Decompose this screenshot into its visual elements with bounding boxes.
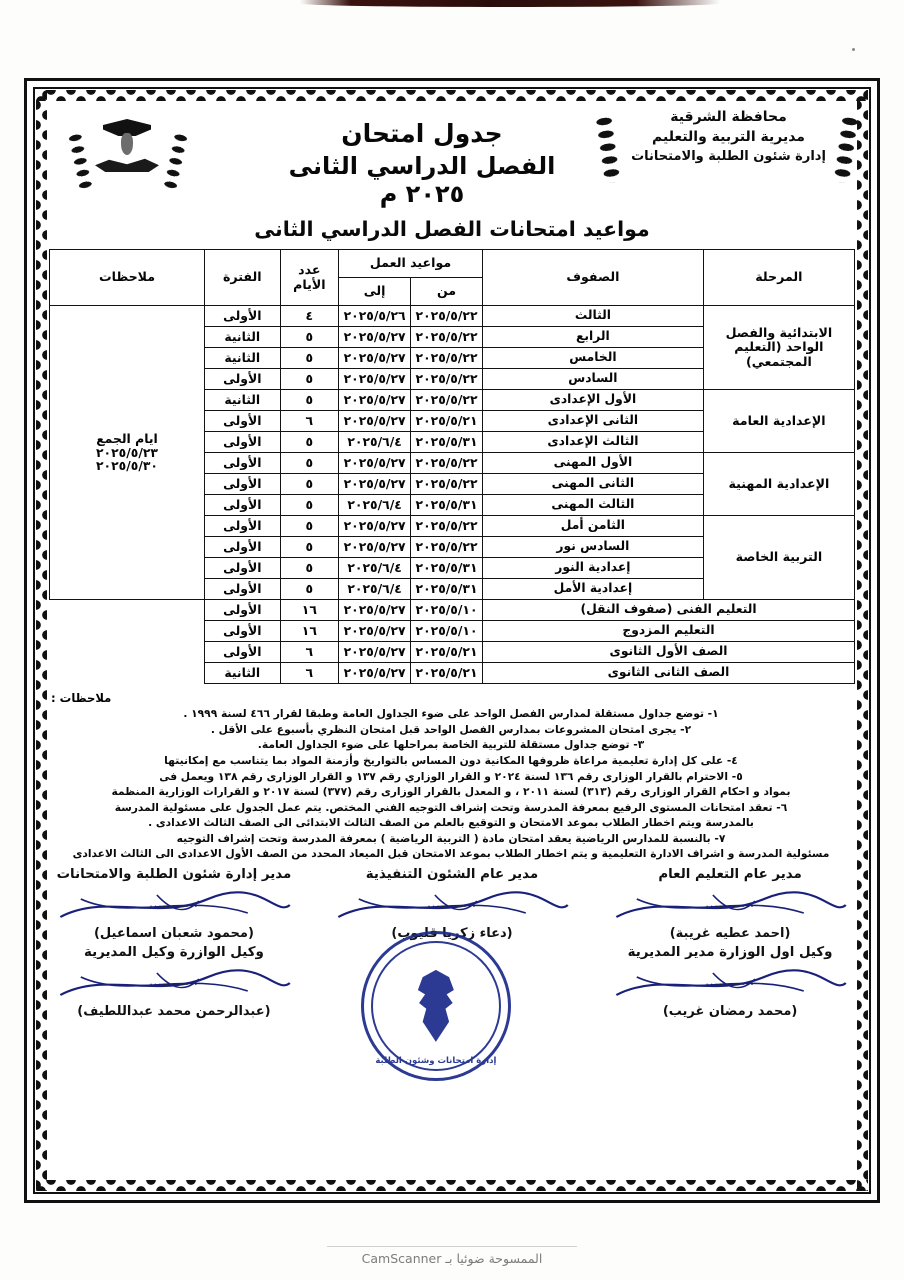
cell-period: الأولى [204,306,280,327]
notes-date-2: ٢٠٢٥/٥/٣٠ [95,458,158,474]
cell-period: الأولى [204,558,280,579]
cell-to: ٢٠٢٥/٥/٢٧ [339,537,411,558]
header-notes: ملاحظات [50,250,205,306]
cell-from: ٢٠٢٥/٥/٣١ [411,558,483,579]
cell-notes-empty [50,600,205,621]
footnote-text: ٧- بالنسبة للمدارس الرياضية يعقد امتحان مادة ( التربية الرياضية ) بمعرفة المدرسة وتحت إشراف التوجيه [176,831,726,845]
page-subtitle: مواعيد امتحانات الفصل الدراسي الثانى [254,217,650,241]
signature-line: ........... [427,896,477,910]
cell-period: الأولى [204,495,280,516]
cell-period: الأولى [204,516,280,537]
table-row [50,621,855,642]
cell-from: ٢٠٢٥/٥/٢٢ [411,474,483,495]
cell-grade: السادس نور [483,537,704,558]
laurel-left [65,129,99,194]
notes-date-1: ٢٠٢٥/٥/٢٣ [95,444,158,460]
signature-line: ........... [149,974,199,988]
cell-from: ٢٠٢٥/٥/٢٢ [411,453,483,474]
cell-days: ٥ [280,327,339,348]
cell-grade: الثانى الإعدادى [483,411,704,432]
cell-from: ٢٠٢٥/٥/١٠ [411,621,483,642]
cell-days: ٥ [280,348,339,369]
signature-row-bottom [49,944,855,1066]
stamp-caption: إدارة امتحانات وشئون الطلبة [375,1055,497,1066]
cell-days: ٥ [280,432,339,453]
cell-to: ٢٠٢٥/٥/٢٦ [339,306,411,327]
border-wave-bottom [36,1180,868,1191]
table-head [50,250,855,306]
cell-to: ٢٠٢٥/٥/٢٧ [339,663,411,684]
cell-notes-empty [50,663,205,684]
cell-grade: التعليم المزدوج [483,621,855,642]
cell-to: ٢٠٢٥/٦/٤ [339,558,411,579]
cell-to: ٢٠٢٥/٥/٢٧ [339,411,411,432]
cell-from: ٢٠٢٥/٥/٣١ [411,432,483,453]
signatory-name: (احمد عطيه غريبة) [669,925,791,941]
cell-period: الثانية [204,390,280,411]
cell-period: الأولى [204,642,280,663]
cell-grade: الأول الإعدادى [483,390,704,411]
cell-to: ٢٠٢٥/٦/٤ [339,432,411,453]
header-to: إلى [339,278,411,306]
cell-grade: الثالث الإعدادى [483,432,704,453]
document-title [257,119,587,208]
header-grades: الصفوف [483,250,704,306]
cell-from: ٢٠٢٥/٥/١٠ [411,600,483,621]
cell-period: الأولى [204,579,280,600]
ministry-emblem-icon [69,109,187,195]
stage-cell: الإعدادية العامة [703,390,854,453]
footnote-text: ٢- يجرى امتحان المشروعات بمدارس الفصل الواحد قبل امتحان النظري بأسبوع على الأقل . [210,722,692,736]
scan-speck [852,48,855,51]
signature-block [605,945,855,1023]
cell-to: ٢٠٢٥/٥/٢٧ [339,600,411,621]
title-line-1: جدول امتحان [341,119,503,148]
table-body [50,306,855,684]
cell-from: ٢٠٢٥/٥/٣١ [411,495,483,516]
header-period: الفترة [204,250,280,306]
cell-days: ٥ [280,453,339,474]
table-row [50,663,855,684]
scan-edge-artifact [300,0,720,7]
table-row [50,306,855,327]
cell-days: ٦ [280,642,339,663]
cell-grade: الصف الثانى الثانوى [483,663,855,684]
signatory-name: (دعاء زكريا قليوب) [391,925,513,941]
decorative-border-frame [24,78,880,1203]
signature-title: مدير عام التعليم العام [658,866,802,882]
cell-to: ٢٠٢٥/٥/٢٧ [339,453,411,474]
signatory-name: (محمود شعبان اسماعيل) [93,925,254,941]
cell-grade: إعدادية الأمل [483,579,704,600]
cell-from: ٢٠٢٥/٥/٢٢ [411,306,483,327]
footnote-item [51,800,851,830]
cell-period: الأولى [204,621,280,642]
cell-grade: الأول المهنى [483,453,704,474]
footnotes-title: ملاحظات : [51,691,112,705]
open-book-icon [95,157,159,172]
camscanner-text: الممسوحة ضوئيا بـ CamScanner [361,1251,543,1266]
cell-from: ٢٠٢٥/٥/٢١ [411,663,483,684]
cell-grade: الخامس [483,348,704,369]
cell-days: ١٦ [280,600,339,621]
signature-title: وكيل اول الوزارة مدير المديرية [627,944,833,960]
stage-cell: الإعدادية المهنية [703,453,854,516]
cell-days: ٥ [280,558,339,579]
cell-grade: إعدادية النور [483,558,704,579]
directorate-name: مديرية التربية والتعليم [652,129,805,146]
cell-to: ٢٠٢٥/٥/٢٧ [339,348,411,369]
signature-line: ........... [705,974,755,988]
cell-to: ٢٠٢٥/٥/٢٧ [339,390,411,411]
cell-to: ٢٠٢٥/٦/٤ [339,495,411,516]
official-stamp [361,931,511,1081]
signature-title: مدير إدارة شئون الطلبة والامتحانات [56,866,292,882]
cell-from: ٢٠٢٥/٥/٣١ [411,579,483,600]
cell-period: الأولى [204,432,280,453]
cell-period: الأولى [204,537,280,558]
cell-to: ٢٠٢٥/٥/٢٧ [339,369,411,390]
cell-days: ٥ [280,474,339,495]
cell-to: ٢٠٢٥/٥/٢٧ [339,327,411,348]
notes-label: ايام الجمع [96,430,158,446]
footnote-item [51,706,851,721]
cell-from: ٢٠٢٥/٥/٢١ [411,642,483,663]
footnote-text: ٥- الاحترام بالقرار الوزارى رقم ١٣٦ لسنة ٢٠٢٤ و القرار الوزاري رقم ١٣٧ و القرار الوزارى رقم ١٣٨ ويعمل فى [159,769,743,783]
signature-block [49,867,299,945]
cell-from: ٢٠٢٥/٥/٢٢ [411,369,483,390]
cell-days: ٥ [280,390,339,411]
signature-line: ........... [149,896,199,910]
exam-schedule-table [49,249,855,684]
cell-period: الأولى [204,369,280,390]
organization-block [606,107,851,166]
stage-cell: الابتدائية والفصل الواحد (التعليم المجتمعي) [703,306,854,390]
cell-from: ٢٠٢٥/٥/٢٢ [411,348,483,369]
footnote-continuation: بمواد و احكام القرار الوزارى رقم (٣١٣) لسنة ٢٠١١ ، و المعدل بالقرار الوزارى رقم (٣٧٧) لسنة ٢٠١٧ و القرارات الوزارية المنظمة [111,784,791,798]
footnote-text: ٣- توضع جداول مستقلة للتربية الخاصة بمراحلها على ضوء الجداول العامة. [257,738,645,752]
graduation-cap-tassel [121,133,133,155]
border-wave-top [36,90,868,101]
cell-notes-empty [50,642,205,663]
footnote-text: ٤- على كل إدارة تعليمية مراعاة ظروفها المكانية دون المساس بالتواريخ وأزمنة المواد بما يتناسب مع إمكانيتها [164,754,738,768]
cell-period: الأولى [204,453,280,474]
cell-grade: الثامن أمل [483,516,704,537]
border-wave-right [857,90,868,1191]
signature-title: وكيل الوازرة وكيل المديرية [84,944,264,960]
footnote-text: ٦- تعقد امتحانات المستوى الرفيع بمعرفة المدرسة وتحت إشراف التوجيه الفني المختص. يتم عمل الجدول على مسئولية المدرسة [114,800,788,814]
governorate-name: محافظة الشرقية [670,109,787,125]
stage-cell: التربية الخاصة [703,516,854,600]
cell-from: ٢٠٢٥/٥/٢٢ [411,537,483,558]
footnote-continuation: مسئولية المدرسة و اشراف الادارة التعليمية و يتم اخطار الطلاب بموعد الامتحان قبل الميعاد المحدد من الصف الأول الاعدادى الى الثالث الاعدادى [72,846,830,860]
signature-block [605,867,855,945]
cell-days: ٥ [280,579,339,600]
cell-from: ٢٠٢٥/٥/٢١ [411,411,483,432]
cell-period: الثانية [204,327,280,348]
signature-line: ........... [705,896,755,910]
cell-days: ٦ [280,411,339,432]
header-work-dates: مواعيد العمل [339,250,483,278]
cell-grade: الثانى المهنى [483,474,704,495]
footnotes-list [51,706,851,861]
footnote-item [51,753,851,768]
laurel-right [157,129,191,194]
cell-days: ٥ [280,537,339,558]
footnotes-section [49,691,855,861]
signature-block [49,945,299,1023]
cell-period: الأولى [204,474,280,495]
cell-to: ٢٠٢٥/٥/٢٧ [339,474,411,495]
table-row [50,642,855,663]
footnote-item [51,769,851,799]
signatory-name: (عبدالرحمن محمد عبداللطيف) [77,1003,271,1019]
cell-days: ٥ [280,516,339,537]
cell-days: ٥ [280,495,339,516]
cell-grade: التعليم الفنى (صفوف النقل) [483,600,855,621]
cell-from: ٢٠٢٥/٥/٢٢ [411,390,483,411]
cell-days: ٥ [280,369,339,390]
table-row [50,600,855,621]
header-stage: المرحلة [703,250,854,306]
cell-grade: الثالث المهنى [483,495,704,516]
table-header-row [50,250,855,278]
border-wave-left [36,90,47,1191]
cell-days: ١٦ [280,621,339,642]
footnote-text: ١- توضع جداول مستقلة لمدارس الفصل الواحد على ضوء الجداول العامة وطبقا لقرار ٤٦٦ لسنة ١٩٩٩ . [183,707,719,720]
header-days-count: عدد الأيام [280,250,339,306]
cell-from: ٢٠٢٥/٥/٢٢ [411,327,483,348]
footnote-continuation: بالمدرسة ويتم اخطار الطلاب بموعد الامتحان و التوقيع بالعلم من الصف الثالث الابتدائى الى الصف الثالث الاعدادى . [148,815,754,829]
cell-period: الثانية [204,663,280,684]
cell-period: الثانية [204,348,280,369]
cell-from: ٢٠٢٥/٥/٢٢ [411,516,483,537]
footnote-item [51,722,851,737]
footnote-item [51,831,851,861]
signature-title: مدير عام الشئون التنفيذية [365,866,539,882]
cell-to: ٢٠٢٥/٥/٢٧ [339,621,411,642]
cell-grade: السادس [483,369,704,390]
cell-period: الأولى [204,600,280,621]
cell-grade: الثالث [483,306,704,327]
cell-to: ٢٠٢٥/٥/٢٧ [339,516,411,537]
stamp-ring-text [375,948,497,1066]
cell-grade: الرابع [483,327,704,348]
signatory-name: (محمد رمضان غريب) [662,1003,798,1019]
cell-to: ٢٠٢٥/٥/٢٧ [339,642,411,663]
camscanner-watermark [0,1246,904,1266]
cell-days: ٦ [280,663,339,684]
cell-grade: الصف الأول الثانوى [483,642,855,663]
title-line-2: الفصل الدراسي الثانى ٢٠٢٥ م [288,152,556,208]
cell-notes-empty [50,621,205,642]
footnote-item [51,737,851,752]
document-header [49,103,855,215]
header-from: من [411,278,483,306]
cell-days: ٤ [280,306,339,327]
watermark-divider [327,1246,577,1247]
cell-period: الأولى [204,411,280,432]
department-name: إدارة شئون الطلبة والامتحانات [631,148,826,164]
cell-to: ٢٠٢٥/٦/٤ [339,579,411,600]
signature-area [49,866,855,1066]
notes-cell [50,306,205,600]
